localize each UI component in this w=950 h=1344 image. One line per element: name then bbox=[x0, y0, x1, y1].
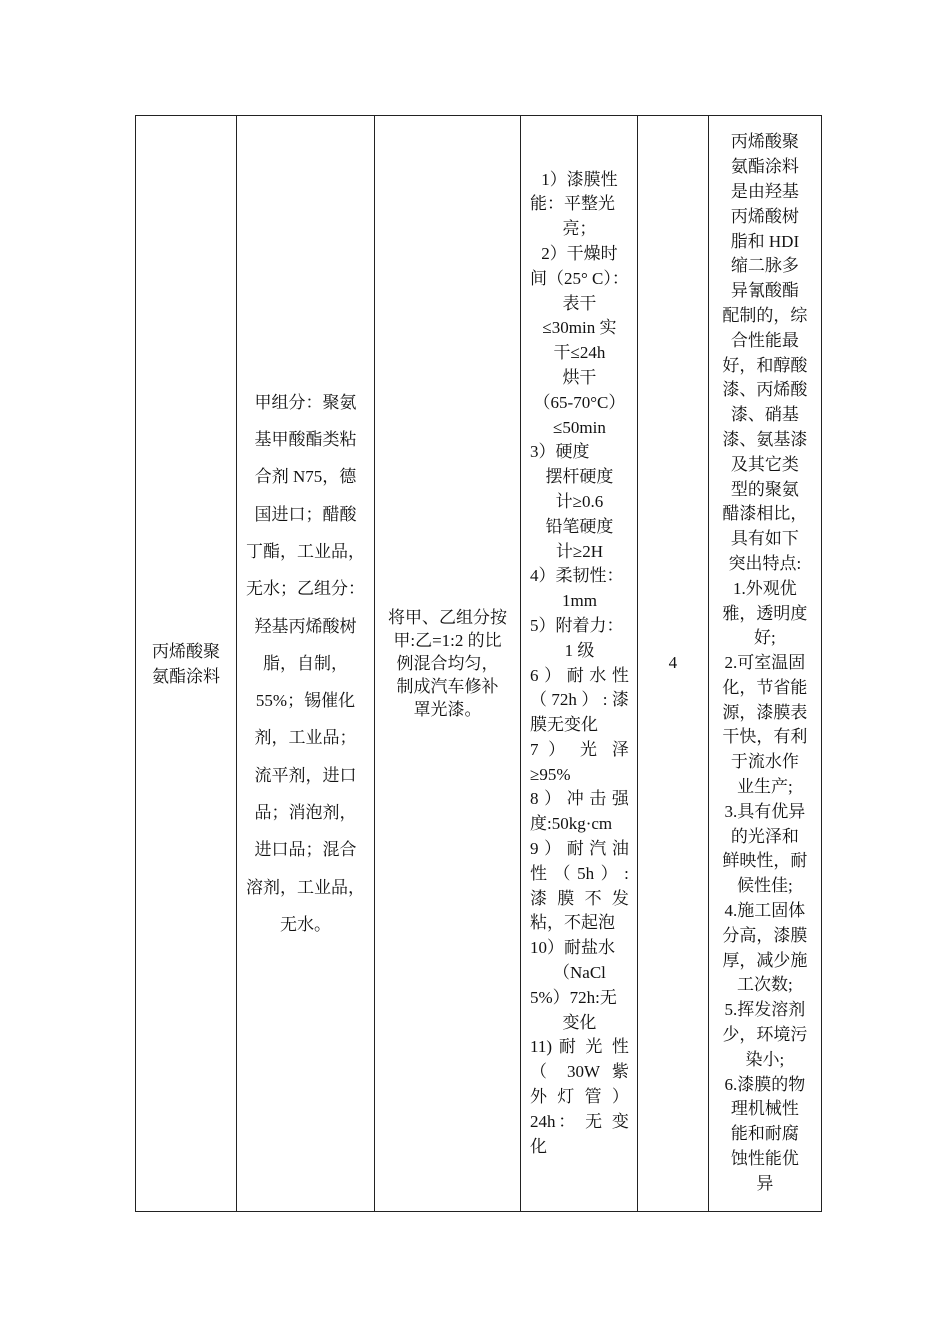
text-line: 配制的，综 bbox=[722, 305, 808, 325]
text-line: 理机械性 bbox=[730, 1099, 799, 1119]
text-line: 异 bbox=[756, 1173, 774, 1193]
text-line: 厚，减少施 bbox=[722, 950, 808, 970]
text-line: 膜无变化 bbox=[530, 715, 598, 735]
product-name bbox=[136, 639, 236, 689]
process-text bbox=[375, 606, 520, 721]
text-line: 1）漆膜性 bbox=[541, 169, 618, 189]
text-line: 化，节省能 bbox=[722, 677, 808, 697]
text-line: （72h）:漆 bbox=[530, 690, 629, 710]
text-line: 性（5h）: bbox=[530, 863, 629, 883]
text-line: 漆 膜 不 发 bbox=[530, 888, 629, 908]
text-line: 3）硬度 bbox=[530, 442, 590, 462]
text-line: 染小; bbox=[745, 1049, 785, 1069]
text-line: 雅，透明度 bbox=[722, 603, 808, 623]
text-line: 10）耐盐水 bbox=[530, 938, 615, 958]
text-line: 鲜映性，耐 bbox=[722, 851, 808, 871]
text-line: 摆杆硬度 bbox=[545, 467, 614, 487]
text-line: 能：平整光 bbox=[530, 194, 615, 214]
text-line: 7 ） 光 泽 bbox=[530, 739, 629, 759]
text-line: 计≥0.6 bbox=[555, 491, 604, 511]
text-line: 少，环境污 bbox=[722, 1025, 808, 1045]
text-line: ≤30min 实 bbox=[542, 318, 617, 338]
text-line: 制成汽车修补 bbox=[396, 677, 499, 696]
text-line: 5）附着力： bbox=[530, 615, 624, 635]
text-line: 及其它类 bbox=[730, 454, 799, 474]
text-line: 丙烯酸树 bbox=[730, 206, 799, 226]
text-line: 基甲酸酯类粘 bbox=[254, 430, 357, 450]
text-line: 好; bbox=[754, 628, 776, 648]
text-line: 罩光漆。 bbox=[413, 700, 482, 719]
quantity-cell bbox=[637, 116, 708, 1212]
text-line: 5.挥发溶剂 bbox=[724, 1000, 806, 1020]
text-line: 8）冲击强 bbox=[530, 789, 629, 809]
text-line: 候性佳; bbox=[737, 876, 793, 896]
text-line: 3.具有优异 bbox=[724, 801, 806, 821]
text-line: 流平剂，进口 bbox=[254, 765, 357, 785]
text-line: 6.漆膜的物 bbox=[724, 1074, 806, 1094]
text-line: 甲组分：聚氨 bbox=[254, 392, 357, 412]
text-line: 分高，漆膜 bbox=[722, 925, 808, 945]
text-line: 氨酯涂料 bbox=[730, 157, 799, 177]
text-line: 11) 耐 光 性 bbox=[530, 1037, 629, 1057]
text-line: 6）耐水性 bbox=[530, 665, 629, 685]
text-line: 度:50kg·cm bbox=[530, 814, 613, 834]
text-line: 24h： 无 变 bbox=[530, 1111, 629, 1131]
text-line: 进口品；混合 bbox=[254, 840, 357, 860]
text-line: 丙烯酸聚 bbox=[730, 132, 799, 152]
text-line: 计≥2H bbox=[555, 541, 603, 561]
text-line: 4）柔韧性： bbox=[530, 566, 624, 586]
quantity-value: 4 bbox=[668, 653, 678, 673]
text-line: 业生产; bbox=[737, 777, 793, 797]
text-line: 5%）72h:无 bbox=[530, 987, 617, 1007]
text-line: 1.外观优 bbox=[733, 578, 797, 598]
text-line: 是由羟基 bbox=[730, 181, 799, 201]
composition-cell bbox=[237, 116, 375, 1212]
text-line: 亮； bbox=[562, 219, 597, 239]
text-line: 突出特点: bbox=[728, 553, 802, 573]
text-line: 源，漆膜表 bbox=[722, 702, 808, 722]
text-line: 工次数; bbox=[737, 975, 793, 995]
text-line: 烘干 bbox=[562, 367, 597, 387]
text-line: 能和耐腐 bbox=[730, 1124, 799, 1144]
text-line: 醋漆相比， bbox=[722, 504, 808, 524]
text-line: 将甲、乙组分按 bbox=[388, 608, 507, 627]
text-line: 变化 bbox=[562, 1012, 597, 1032]
text-line: （ 30W 紫 bbox=[530, 1062, 629, 1082]
text-line: 1mm bbox=[561, 591, 597, 611]
text-line: 氨酯涂料 bbox=[152, 666, 220, 686]
text-line: 表干 bbox=[562, 293, 597, 313]
text-line: 丙烯酸聚 bbox=[152, 641, 220, 661]
product-spec-table bbox=[135, 115, 822, 1212]
composition-text bbox=[237, 384, 374, 943]
text-line: 国进口；醋酸 bbox=[254, 504, 357, 524]
text-line: 4.施工固体 bbox=[724, 901, 806, 921]
text-line: 品；消泡剂， bbox=[254, 803, 357, 823]
text-line: 脂和 HDI bbox=[730, 231, 800, 251]
text-line: 干快，有利 bbox=[722, 727, 808, 747]
text-line: 1 级 bbox=[564, 640, 595, 660]
text-line: 具有如下 bbox=[730, 529, 799, 549]
text-line: 溶剂，工业品， bbox=[246, 877, 365, 897]
text-line: 蚀性能优 bbox=[730, 1149, 799, 1169]
features-cell bbox=[708, 116, 821, 1212]
text-line: 间（25° C）： bbox=[530, 268, 629, 288]
text-line: 合性能最 bbox=[730, 330, 799, 350]
text-line: 化 bbox=[530, 1136, 547, 1156]
text-line: 铅笔硬度 bbox=[545, 516, 614, 536]
text-line: 型的聚氨 bbox=[730, 479, 799, 499]
text-line: 干≤24h bbox=[553, 343, 606, 363]
text-line: 2.可室温固 bbox=[724, 653, 806, 673]
text-line: （NaCl bbox=[553, 963, 606, 983]
text-line: 漆、丙烯酸 bbox=[722, 380, 808, 400]
properties-text bbox=[521, 168, 637, 1160]
text-line: 丁酯，工业品， bbox=[246, 541, 365, 561]
text-line: 异氰酸酯 bbox=[730, 281, 799, 301]
text-line: （65-70°C） bbox=[533, 392, 626, 412]
product-name-cell bbox=[136, 116, 237, 1212]
text-line: 羟基丙烯酸树 bbox=[254, 616, 357, 636]
text-line: 甲:乙=1:2 的比 bbox=[393, 631, 502, 650]
text-line: 脂，自制， bbox=[263, 653, 348, 673]
text-line: 无水；乙组分： bbox=[246, 579, 365, 599]
text-line: 9）耐汽油 bbox=[530, 839, 629, 859]
text-line: ≥95% bbox=[530, 764, 571, 784]
text-line: 粘，不起泡 bbox=[530, 913, 615, 933]
text-line: 缩二脉多 bbox=[730, 256, 799, 276]
text-line: 例混合均匀， bbox=[396, 654, 499, 673]
text-line: 于流水作 bbox=[730, 752, 799, 772]
text-line: 合剂 N75，德 bbox=[254, 467, 357, 487]
text-line: 好，和醇酸 bbox=[722, 355, 808, 375]
text-line: 剂，工业品； bbox=[254, 728, 357, 748]
text-line: ≤50min bbox=[553, 417, 606, 437]
text-line: 的光泽和 bbox=[730, 826, 799, 846]
text-line: 漆、氨基漆 bbox=[722, 429, 808, 449]
text-line: 无水。 bbox=[280, 914, 331, 934]
text-line: 漆、硝基 bbox=[730, 405, 799, 425]
text-line: 外 灯 管 ） bbox=[530, 1087, 629, 1107]
text-line: 2）干燥时 bbox=[541, 243, 618, 263]
text-line: 55%；锡催化 bbox=[255, 691, 356, 711]
table-row bbox=[136, 116, 822, 1212]
properties-cell bbox=[521, 116, 638, 1212]
features-text bbox=[709, 130, 821, 1196]
process-cell bbox=[375, 116, 521, 1212]
